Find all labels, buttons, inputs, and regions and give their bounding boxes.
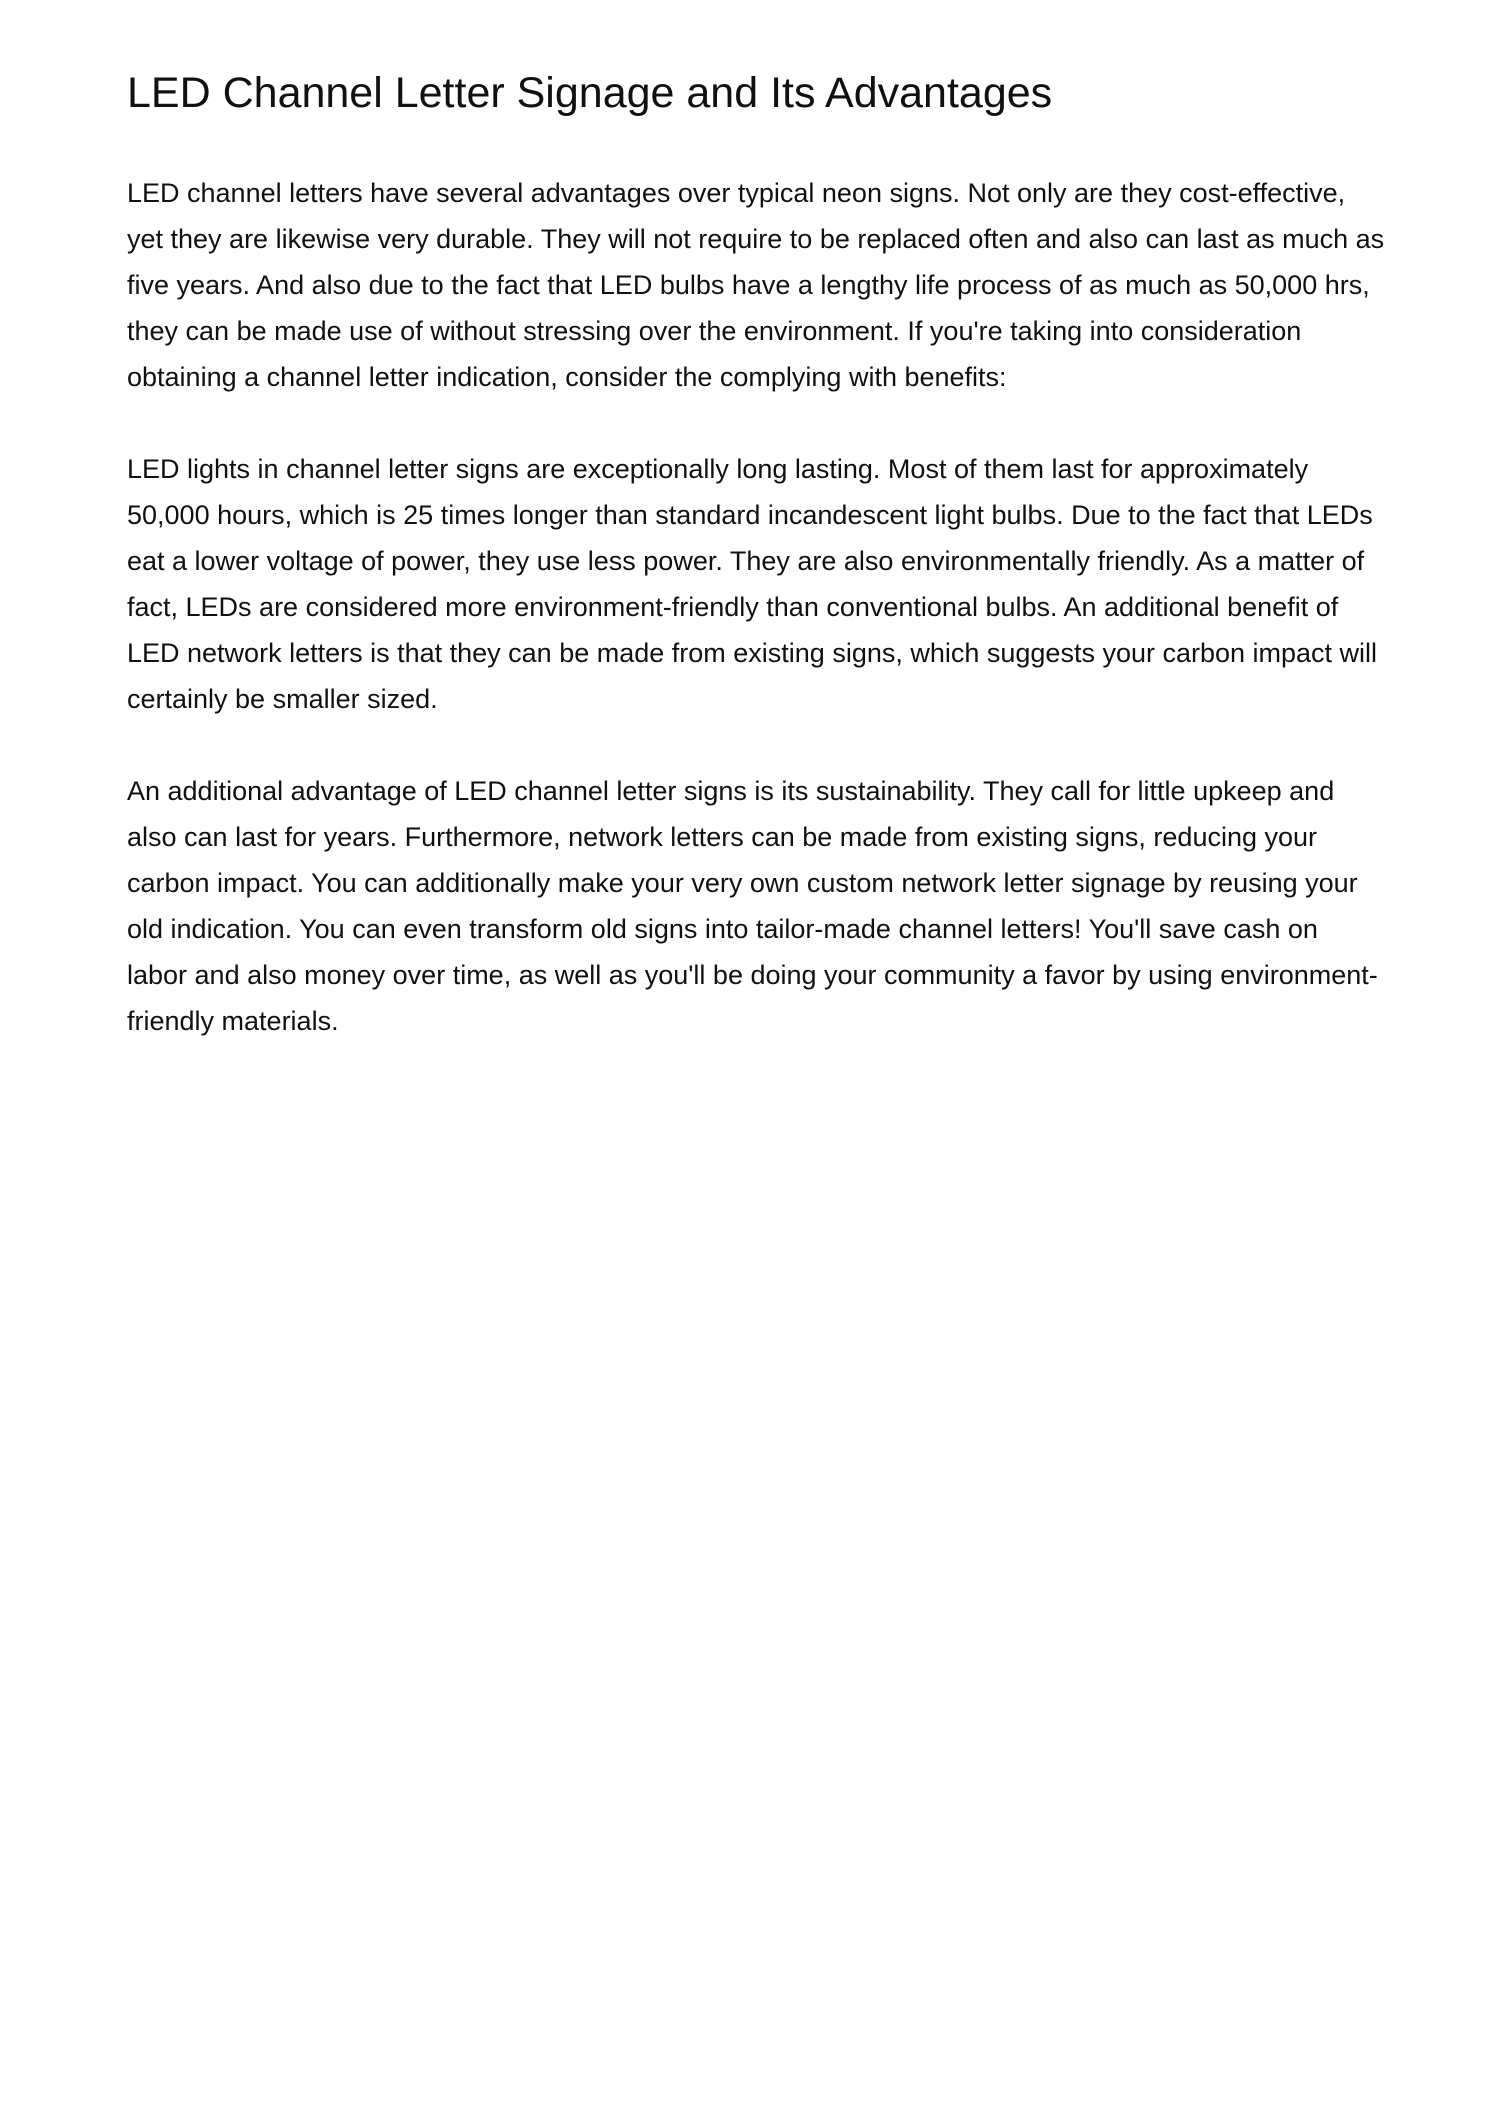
document-page xyxy=(127,62,1385,1044)
paragraph-2: LED lights in channel letter signs are exceptionally long lasting. Most of them last for approximately 50,000 hours, which is 25 times longer than standard incandescent light bulbs. Due to the fact that LEDs eat a lower voltage of power, they use less power. They are also environmentally friendly. As a matter of fact, LEDs are considered more environment-friendly than conventional bulbs. An additional benefit of LED network letters is that they can be made from existing signs, which suggests your carbon impact will certainly be smaller sized. xyxy=(127,454,1378,714)
paragraph-3: An additional advantage of LED channel letter signs is its sustainability. They call for little upkeep and also can last for years. Furthermore, network letters can be made from existing signs, reducing your carbon impact. You can additionally make your very own custom network letter signage by reusing your old indication. You can even transform old signs into tailor-made channel letters! You'll save cash on labor and also money over time, as well as you'll be doing your community a favor by using environment-friendly materials. xyxy=(127,776,1378,1036)
document-title: LED Channel Letter Signage and Its Advantages xyxy=(127,69,1053,117)
paragraph-1: LED channel letters have several advantages over typical neon signs. Not only are they cost-effective, yet they are likewise very durable. They will not require to be replaced often and also can last as much as five years. And also due to the fact that LED bulbs have a lengthy life process of as much as 50,000 hrs, they can be made use of without stressing over the environment. If you're taking into consideration obtaining a channel letter indication, consider the complying with benefits: xyxy=(127,178,1385,392)
